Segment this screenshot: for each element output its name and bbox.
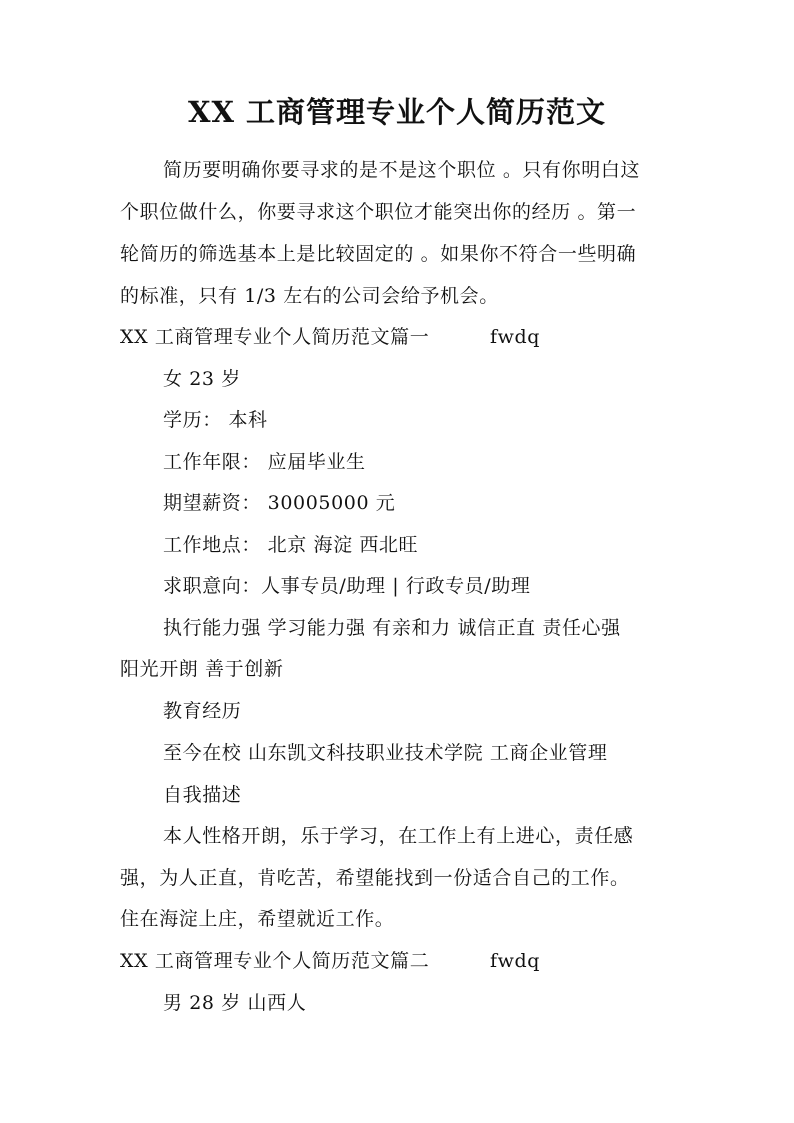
section2-tag: fwdq xyxy=(490,950,541,972)
intro-line-3: 轮简历的筛选基本上是比较固定的 。如果你不符合一些明确 xyxy=(120,243,637,265)
section1-traits-line-2: 阳光开朗 善于创新 xyxy=(120,658,284,680)
section1-self-line-3: 住在海淀上庄，希望就近工作。 xyxy=(120,908,395,930)
section1-education: 学历： 本科 xyxy=(163,409,268,431)
section1-edu-heading: 教育经历 xyxy=(163,700,242,722)
section1-edu-detail: 至今在校 山东凯文科技职业技术学院 工商企业管理 xyxy=(163,742,608,764)
section1-heading: XX 工商管理专业个人简历范文篇一 xyxy=(120,326,430,348)
intro-line-1: 简历要明确你要寻求的是不是这个职位 。只有你明白这 xyxy=(163,159,641,181)
section1-self-line-2: 强，为人正直，肯吃苦，希望能找到一份适合自己的工作。 xyxy=(120,867,630,889)
section1-self-line-1: 本人性格开朗，乐于学习，在工作上有上进心，责任感 xyxy=(163,825,634,847)
section1-gender-age: 女 23 岁 xyxy=(163,368,241,390)
intro-line-2: 个职位做什么，你要寻求这个职位才能突出你的经历 。第一 xyxy=(120,201,637,223)
section1-intention: 求职意向：人事专员/助理 | 行政专员/助理 xyxy=(163,575,531,597)
section2-gender-age: 男 28 岁 山西人 xyxy=(163,992,307,1014)
section1-self-heading: 自我描述 xyxy=(163,784,242,806)
section1-location: 工作地点： 北京 海淀 西北旺 xyxy=(163,534,419,556)
section2-heading: XX 工商管理专业个人简历范文篇二 xyxy=(120,950,430,972)
intro-line-4: 的标准，只有 1/3 左右的公司会给予机会。 xyxy=(120,285,499,307)
document-title: XX 工商管理专业个人简历范文 xyxy=(187,95,607,129)
section1-salary: 期望薪资： 30005000 元 xyxy=(163,492,396,514)
section1-work-years: 工作年限： 应届毕业生 xyxy=(163,451,366,473)
section1-traits-line-1: 执行能力强 学习能力强 有亲和力 诚信正直 责任心强 xyxy=(163,617,621,639)
section1-tag: fwdq xyxy=(490,326,541,348)
